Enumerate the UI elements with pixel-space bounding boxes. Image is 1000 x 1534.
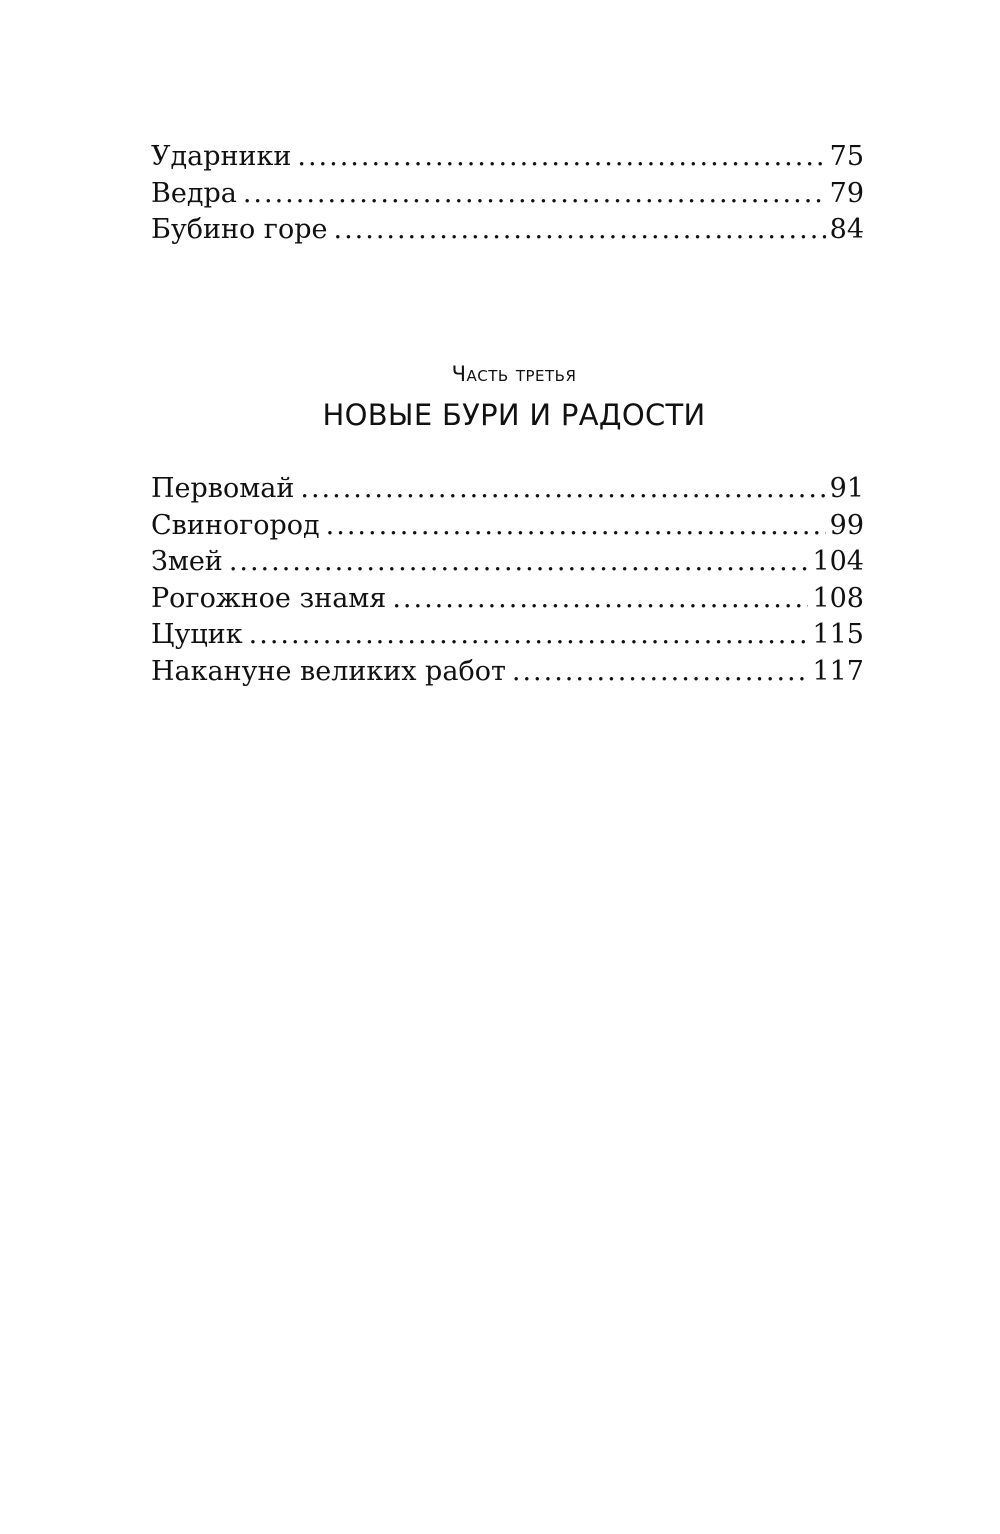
toc-dot-leader xyxy=(249,617,809,654)
toc-entry[interactable] xyxy=(151,544,864,581)
toc-dot-leader xyxy=(300,471,825,508)
toc-entry-title: Цуцик xyxy=(151,619,243,650)
part-title: НОВЫЕ БУРИ И РАДОСТИ xyxy=(322,398,706,432)
table-of-contents-bottom xyxy=(151,471,864,690)
toc-entry[interactable] xyxy=(151,581,864,618)
toc-dot-leader xyxy=(333,212,825,249)
toc-dot-leader xyxy=(243,176,826,213)
toc-entry-title: Свиногород xyxy=(151,509,320,541)
toc-entry-page: 75 xyxy=(829,141,864,172)
table-of-contents-top xyxy=(151,139,864,249)
toc-entry[interactable] xyxy=(151,654,864,691)
toc-entry-page: 104 xyxy=(812,546,864,577)
toc-entry-page: 115 xyxy=(812,619,864,650)
toc-entry-title: Ударники xyxy=(151,141,292,172)
toc-entry-title: Рогожное знамя xyxy=(151,582,387,614)
toc-entry-page: 91 xyxy=(829,473,864,504)
toc-entry-page: 117 xyxy=(812,655,864,687)
toc-entry-page: 108 xyxy=(812,582,864,614)
toc-entry[interactable] xyxy=(151,508,864,545)
toc-dot-leader xyxy=(326,508,826,545)
toc-entry[interactable] xyxy=(151,176,864,213)
toc-entry[interactable] xyxy=(151,212,864,249)
toc-entry-page: 99 xyxy=(829,509,864,541)
toc-entry-page: 79 xyxy=(829,177,864,209)
toc-entry-title: Ведра xyxy=(151,177,237,209)
toc-dot-leader xyxy=(297,139,825,176)
toc-entry-title: Бубино горе xyxy=(151,214,328,245)
part-label: Часть третья xyxy=(451,362,577,386)
toc-entry-title: Змей xyxy=(151,546,223,577)
toc-entry-title: Накануне великих работ xyxy=(151,655,506,687)
toc-dot-leader xyxy=(229,544,809,581)
toc-dot-leader xyxy=(392,581,808,618)
toc-entry-title: Первомай xyxy=(151,473,295,504)
toc-entry-page: 84 xyxy=(829,214,864,245)
toc-entry[interactable] xyxy=(151,617,864,654)
toc-entry[interactable] xyxy=(151,471,864,508)
toc-entry[interactable] xyxy=(151,139,864,176)
toc-dot-leader xyxy=(512,654,809,691)
